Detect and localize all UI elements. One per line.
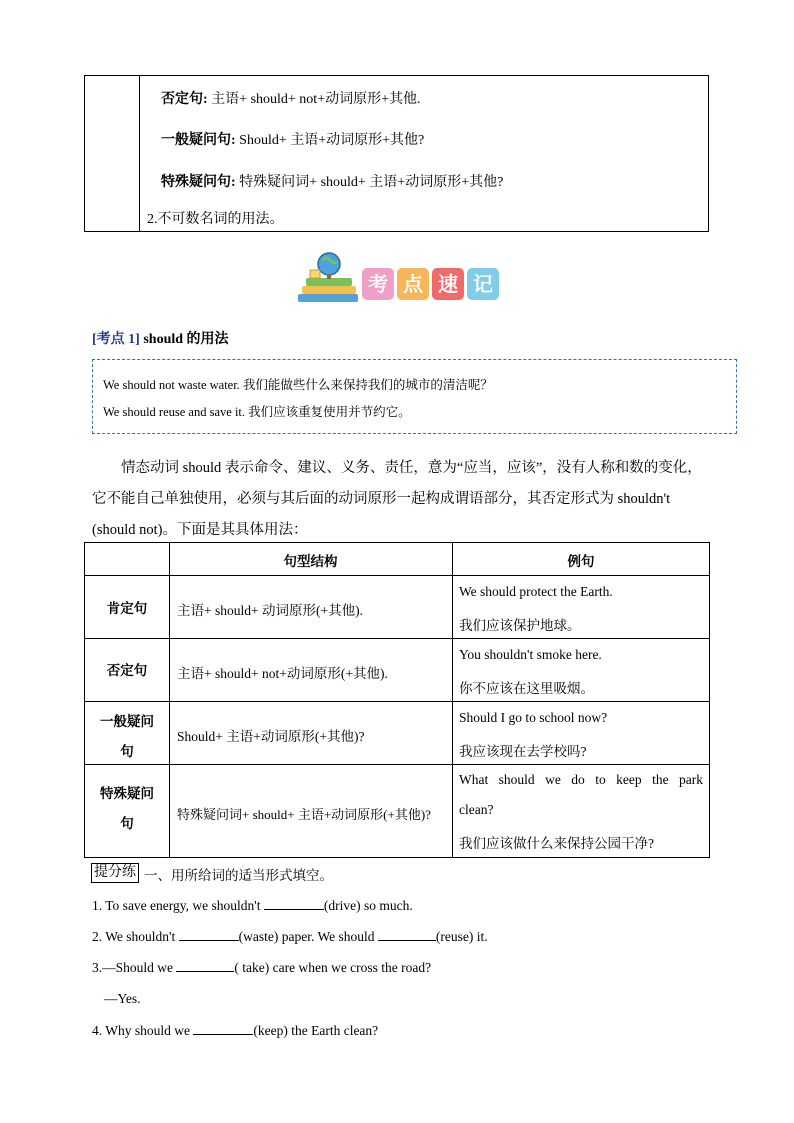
row-structure: Should+ 主语+动词原形(+其他)?: [177, 729, 365, 744]
heading-bracket: [考点 1]: [92, 332, 140, 347]
row-example-zh: 我应该现在去学校吗?: [459, 744, 587, 759]
table-column-divider: [452, 543, 453, 857]
row-example-zh: 我们应该做什么来保持公园干净?: [459, 836, 654, 851]
intro-paragraph-line: 它不能自己单独使用，必须与其后面的动词原形一起构成谓语部分，其否定形式为 shouldn't: [92, 491, 671, 507]
row-type: [85, 707, 169, 767]
table-row-divider: [85, 764, 709, 765]
heading-text: should 的用法: [139, 332, 229, 347]
general-question-line: [161, 129, 424, 149]
banner-tile: 点: [397, 268, 429, 300]
row-example-en: We should protect the Earth.: [459, 584, 613, 599]
row-structure: 特殊疑问词+ should+ 主语+动词原形(+其他)?: [177, 807, 431, 822]
row-example-zh: 我们应该保护地球。: [459, 618, 581, 633]
banner-tile: 速: [432, 268, 464, 300]
exercise-text: (drive) so much.: [323, 898, 413, 913]
kaodian-banner: [296, 250, 502, 308]
exercise-item: [92, 959, 431, 976]
line-text: Should+ 主语+动词原形+其他?: [235, 133, 425, 148]
row-example-en: You shouldn't smoke here.: [459, 647, 602, 662]
banner-tile: 记: [467, 268, 499, 300]
exercise-item: [92, 897, 413, 914]
intro-paragraph-line: (should not)。下面是其具体用法：: [92, 522, 308, 538]
exercise-text: 1. To save energy, we shouldn't: [92, 898, 264, 913]
line-text: 特殊疑问词+ should+ 主语+动词原形+其他?: [235, 175, 504, 190]
row-structure: 主语+ should+ not+动词原形(+其他).: [177, 666, 388, 681]
row-type-part: 句: [120, 816, 134, 831]
line-label: 特殊疑问句:: [161, 175, 236, 190]
table-row-divider: [85, 701, 709, 702]
usage-table: [84, 542, 710, 858]
line-text: 主语+ should+ not+动词原形+其他.: [207, 92, 421, 107]
answer-blank[interactable]: [378, 928, 436, 941]
exercise-text: (reuse) it.: [435, 929, 488, 944]
row-type: [85, 779, 169, 839]
special-question-line: [161, 171, 503, 191]
exercise-text: 2. We shouldn't: [92, 929, 179, 944]
row-example-en: clean?: [459, 802, 494, 817]
negative-form-line: [161, 88, 420, 108]
uncountable-note: 2.不可数名词的用法。: [147, 212, 284, 227]
table-column-divider: [139, 76, 140, 231]
answer-blank[interactable]: [264, 897, 324, 910]
row-type: 肯定句: [106, 601, 148, 616]
row-example-en: Should I go to school now?: [459, 710, 608, 725]
line-label: 一般疑问句:: [161, 133, 236, 148]
intro-paragraph-line: 情态动词 should 表示命令、建议、义务、责任，意为“应当，应该”，没有人称和数的变化，: [92, 460, 702, 476]
answer-blank[interactable]: [193, 1022, 253, 1035]
row-example-zh: 你不应该在这里吸烟。: [459, 681, 594, 696]
exercise-text: 4. Why should we: [92, 1023, 194, 1038]
globe-books-icon: [296, 250, 366, 308]
exercise-item: [92, 928, 488, 945]
exercise-text: ( take) care when we cross the road?: [234, 960, 432, 975]
answer-blank[interactable]: [176, 959, 234, 972]
table-row-divider: [85, 638, 709, 639]
table-column-divider: [169, 543, 170, 857]
exercise-item: [92, 1022, 378, 1039]
tifen-badge: 提分练: [91, 863, 139, 883]
exercise-text: (waste) paper. We should: [238, 929, 378, 944]
header-structure: 句型结构: [283, 554, 338, 569]
example-sentence: We should reuse and save it. 我们应该重复使用并节约它。: [103, 405, 411, 419]
example-box: [92, 359, 737, 434]
header-example: 例句: [567, 554, 595, 569]
exercise-item: [104, 991, 141, 1007]
exercise-text: 3.—Should we: [92, 960, 177, 975]
exercise-text: —Yes.: [104, 991, 141, 1006]
row-example-en: What should we do to keep the park: [459, 772, 703, 787]
line-label: 否定句:: [161, 92, 208, 107]
top-table: [84, 75, 709, 232]
table-row-divider: [85, 575, 709, 576]
exercise-text: (keep) the Earth clean?: [253, 1023, 379, 1038]
row-structure: 主语+ should+ 动词原形(+其他).: [177, 603, 363, 618]
row-type-part: 一般疑问: [100, 714, 154, 729]
row-type-part: 句: [120, 744, 134, 759]
example-sentence: We should not waste water. 我们能做些什么来保持我们的城市的清洁呢？: [103, 378, 493, 392]
kaodian-heading: [92, 328, 229, 348]
exercise-intro: 一、用所给词的适当形式填空。: [144, 868, 333, 883]
answer-blank[interactable]: [179, 928, 239, 941]
row-type: 否定句: [106, 663, 148, 678]
row-type-part: 特殊疑问: [100, 786, 154, 801]
banner-tile: 考: [362, 268, 394, 300]
